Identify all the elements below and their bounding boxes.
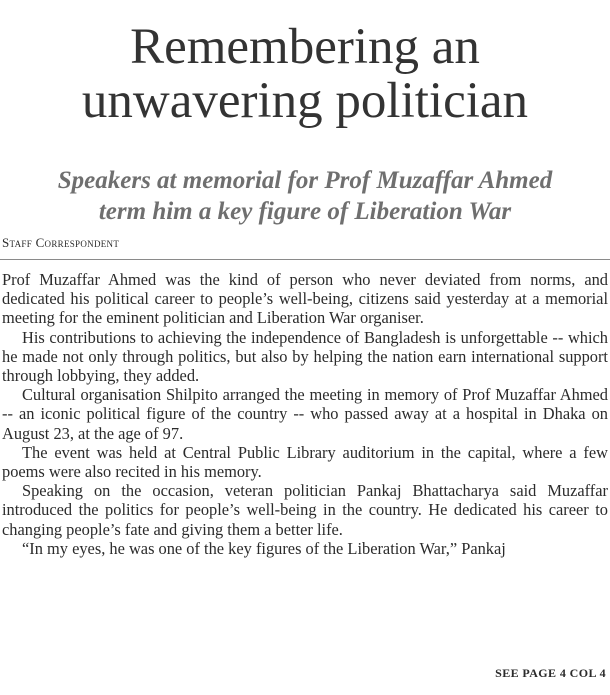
subheadline	[0, 165, 610, 227]
article-body	[2, 270, 608, 558]
continuation-jump: SEE PAGE 4 COL 4	[495, 666, 606, 680]
paragraph-6: “In my eyes, he was one of the key figures of the Liberation War,” Pankaj	[22, 538, 506, 558]
subheadline-line-2: term him a key figure of Liberation War	[98, 198, 512, 225]
paragraph-5: Speaking on the occasion, veteran politician Pankaj Bhattacharya said Muzaffar introduced the politics for people’s well-being in the country. He dedicated his career to changing people’s fate and giving them a better life.	[2, 481, 608, 539]
headline	[0, 20, 610, 128]
byline-divider	[0, 259, 610, 260]
headline-line-2: unwavering politician	[81, 73, 529, 129]
paragraph-3: Cultural organisation Shilpito arranged the meeting in memory of Prof Muzaffar Ahmed -- an iconic political figure of the country -- who passed away at a hospital in Dhaka on August 23, at the age of 97.	[2, 385, 608, 443]
subheadline-line-1: Speakers at memorial for Prof Muzaffar Ahmed	[57, 167, 553, 194]
byline: Staff Correspondent	[2, 235, 120, 250]
headline-line-1: Remembering an	[130, 19, 480, 75]
paragraph-2: His contributions to achieving the independence of Bangladesh is unforgettable -- which he made not only through politics, but also by helping the nation earn international support through lobbying, they added.	[2, 327, 608, 386]
paragraph-1: Prof Muzaffar Ahmed was the kind of person who never deviated from norms, and dedicated his political career to people’s well-being, citizens said yesterday at a memorial meeting for the eminent politician and Liberation War organiser.	[2, 270, 608, 328]
paragraph-4: The event was held at Central Public Library auditorium in the capital, where a few poems were also recited in his memory.	[2, 442, 608, 482]
